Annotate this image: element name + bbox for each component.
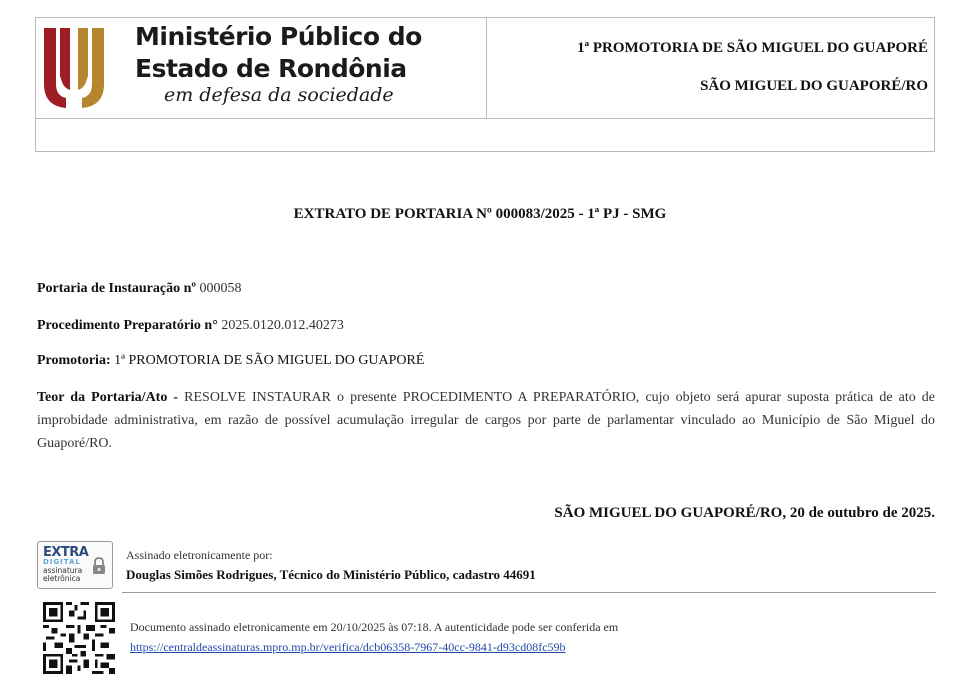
signed-by-label: Assinado eletronicamente por: [126,548,273,562]
teor-text: RESOLVE INSTAURAR o presente PROCEDIMENTO A PREPARATÓRIO, cujo objeto será apurar suposta prática de ato de improbidade administrativa, em razão de possível acumulação irregular de cargos por parte de parlamentar vinculado ao Município de São Miguel do Guaporé/RO. [37,390,936,451]
portaria-value: 000058 [199,281,242,296]
promotoria-line [37,353,424,369]
header-city: SÃO MIGUEL DO GUAPORÉ/RO [700,78,928,94]
document-title: EXTRATO DE PORTARIA Nº 000083/2025 - 1ª PJ - SMG [293,206,667,222]
signer-name: Douglas Simões Rodrigues, Técnico do Ministério Público, cadastro 44691 [126,567,536,582]
header-divider [486,18,487,118]
header-top-row [36,18,934,119]
logo-line-1: Ministério Público do [135,22,422,51]
mp-logo-icon [42,26,106,110]
portaria-label: Portaria de Instauração nº [37,281,196,296]
signature-divider [122,592,936,593]
signature-badge [37,541,113,589]
teor-label: Teor da Portaria/Ato - [37,390,179,405]
verification-link[interactable]: https://centraldeassinaturas.mpro.mp.br/verifica/dcb06358-7967-40cc-9841-d93cd08fc59b [130,640,566,654]
header-promotoria: 1ª PROMOTORIA DE SÃO MIGUEL DO GUAPORÉ [577,40,928,56]
badge-line-3-text: assinatura [43,566,83,575]
logo-line-2: Estado de Rondônia [135,54,407,83]
date-line: SÃO MIGUEL DO GUAPORÉ/RO, 20 de outubro de 2025. [554,505,935,521]
teor-paragraph [37,386,935,455]
institution-logo [36,18,486,118]
procedimento-line [37,318,344,334]
verification-text: Documento assinado eletronicamente em 20/10/2025 às 07:18. A autenticidade pode ser conferida em [130,620,619,634]
badge-line-2: DIGITAL [43,558,81,566]
procedimento-label: Procedimento Preparatório n° [37,318,218,333]
portaria-line [37,281,242,297]
lock-icon [91,557,107,575]
badge-line-1: EXTRA [43,545,89,560]
document-header [35,17,935,152]
logo-tagline: em defesa da sociedade [164,84,394,106]
qr-code-icon[interactable] [43,602,115,674]
badge-line-3 [43,567,82,583]
promotoria-label: Promotoria: [37,353,111,368]
promotoria-value: 1ª PROMOTORIA DE SÃO MIGUEL DO GUAPORÉ [114,353,425,368]
procedimento-value: 2025.0120.012.40273 [221,318,344,333]
badge-line-4-text: eletrônica [43,574,81,583]
